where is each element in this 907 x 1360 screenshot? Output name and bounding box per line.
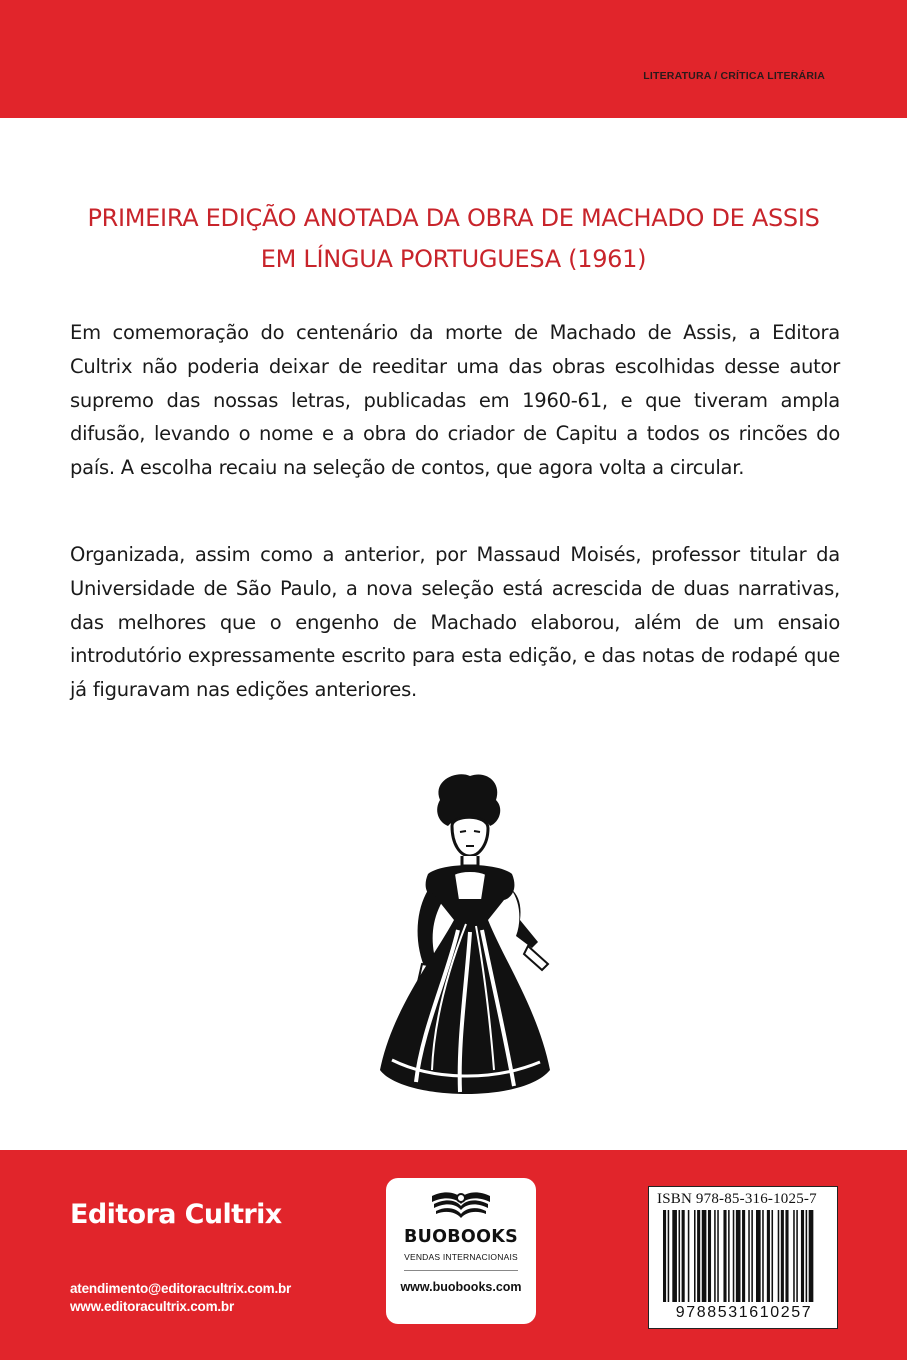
barcode-bar [781,1210,784,1302]
isbn-label: ISBN 978-85-316-1025-7 [657,1191,817,1207]
barcode-bar [702,1210,707,1302]
publisher-name: Editora Cultrix [70,1199,282,1230]
barcode-bar [668,1210,670,1302]
barcode-bars [661,1210,827,1308]
barcode-bar [733,1210,735,1302]
barcode-bar [748,1210,750,1302]
barcode-bar [796,1210,798,1302]
headline-line-2: EM LÍNGUA PORTUGUESA (1961) [260,245,647,273]
barcode-bar [697,1210,700,1302]
barcode-bar [772,1210,774,1302]
barcode-bar [728,1210,730,1302]
barcode-bar [809,1210,814,1302]
barcode-bar [736,1210,741,1302]
barcode-bar [778,1210,780,1302]
divider [404,1270,518,1271]
barcode-bar [679,1210,681,1302]
buobooks-name: BUOBOOKS [403,1227,519,1247]
barcode-bar [756,1210,761,1302]
category-label: LITERATURA / CRÍTICA LITERÁRIA [643,70,825,82]
barcode-bar [708,1210,711,1302]
barcode-bar [793,1210,795,1302]
publisher-email: atendimento@editoracultrix.com.br [70,1281,292,1296]
barcode-bar [742,1210,745,1302]
barcode-bar [723,1210,726,1302]
body-paragraph-1: Em comemoração do centenário da morte de Machado de Assis, a Editora Cultrix não poderia deixar de reeditar uma das obras escolhidas desse autor supremo das nossas letras, publicadas em 1960-61, e que tiveram ampla difusão, levando o nome e a obra do criador de Capitu a todos os rincões do país. A escolha recaiu na seleção de contos, que agora volta a circular. [70,321,840,480]
barcode-number: 9788531610257 [675,1304,813,1321]
open-book-icon [426,1186,496,1224]
barcode-bar [762,1210,764,1302]
headline [0,198,907,280]
barcode-bar [682,1210,685,1302]
barcode-bar [663,1210,666,1302]
barcode-bar [801,1210,804,1302]
isbn-barcode [648,1186,838,1329]
buobooks-badge [386,1178,536,1324]
buobooks-subtitle: VENDAS INTERNACIONAIS [404,1252,518,1262]
barcode-bar [672,1210,677,1302]
body-paragraph-2: Organizada, assim como a anterior, por Massaud Moisés, professor titular da Universidade de São Paulo, a nova seleção está acrescida de duas narrativas, das melhores que o engenho de Machado elaborou, além de um ensaio introdutório expressamente escrito para esta edição, e das notas de rodapé que já figuravam nas edições anteriores. [70,543,840,702]
barcode-bar [717,1210,719,1302]
barcode-bar [751,1210,753,1302]
barcode-bar [694,1210,696,1302]
buobooks-url: www.buobooks.com [400,1280,522,1294]
headline-line-1: PRIMEIRA EDIÇÃO ANOTADA DA OBRA DE MACHADO DE ASSIS [87,204,820,232]
barcode-bar [785,1210,788,1302]
barcode-bar [688,1210,690,1302]
barcode-bar [767,1210,770,1302]
barcode-bar [806,1210,808,1302]
barcode-bar [714,1210,716,1302]
publisher-website: www.editoracultrix.com.br [70,1299,235,1314]
top-red-band [0,0,907,118]
woman-in-gown-illustration [362,770,562,1115]
